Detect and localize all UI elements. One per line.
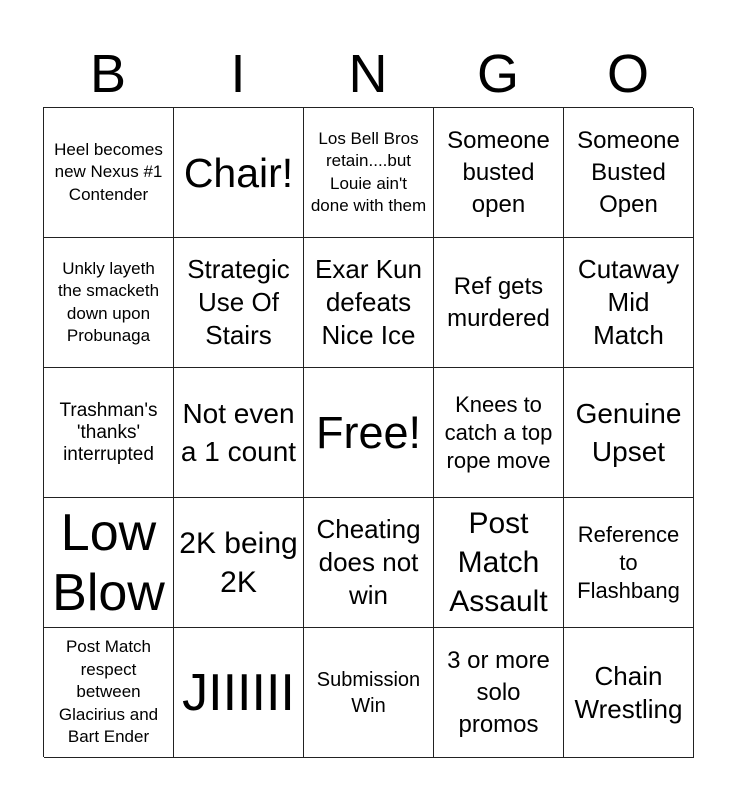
bingo-cell-b3[interactable] [44, 368, 174, 498]
bingo-cell-text: Trashman's 'thanks' interrupted [59, 399, 158, 465]
bingo-cell-text: Someone Busted Open [577, 126, 680, 218]
bingo-cell-o5[interactable] [564, 628, 694, 758]
bingo-cell-g1[interactable] [434, 108, 564, 238]
bingo-cell-text: Someone busted open [447, 126, 550, 218]
bingo-cell-b5[interactable] [44, 628, 174, 758]
bingo-cell-text: Cheating does not win [316, 514, 421, 610]
bingo-cell-b2[interactable] [44, 238, 174, 368]
bingo-cell-text: Exar Kun defeats Nice Ice [315, 254, 422, 350]
header-letter-o: O [606, 44, 649, 104]
bingo-cell-text: Strategic Use Of Stairs [187, 254, 290, 350]
bingo-cell-b4[interactable] [44, 498, 174, 628]
bingo-cell-i4[interactable] [174, 498, 304, 628]
bingo-cell-text: Chair! [183, 149, 294, 196]
bingo-cell-text: Low Blow [52, 503, 165, 622]
bingo-cell-o3[interactable] [564, 368, 694, 498]
bingo-cell-text: 2K being 2K [179, 526, 298, 599]
bingo-cell-text: Free! [315, 407, 422, 458]
bingo-cell-text: Post Match respect between Glacirius and Bart Ender [58, 637, 159, 747]
bingo-cell-text: Post Match Assault [449, 507, 548, 618]
bingo-cell-text: Reference to Flashbang [577, 521, 680, 603]
bingo-cell-o2[interactable] [564, 238, 694, 368]
bingo-cell-o4[interactable] [564, 498, 694, 628]
header-letter-g: G [476, 44, 519, 104]
bingo-cell-text: Not even a 1 count [180, 397, 297, 467]
bingo-cell-text: Unkly layeth the smacketh down upon Probunaga [57, 258, 160, 345]
bingo-cell-text: Heel becomes new Nexus #1 Contender [54, 139, 163, 204]
bingo-cell-n1[interactable] [304, 108, 434, 238]
bingo-cell-n4[interactable] [304, 498, 434, 628]
bingo-cell-g2[interactable] [434, 238, 564, 368]
bingo-board [43, 107, 693, 757]
header-letter-n: N [348, 44, 388, 104]
bingo-cell-g5[interactable] [434, 628, 564, 758]
bingo-cell-i5[interactable] [174, 628, 304, 758]
bingo-cell-text: 3 or more solo promos [447, 646, 550, 738]
bingo-cell-text: Genuine Upset [575, 397, 682, 467]
bingo-cell-text: Los Bell Bros retain....but Louie ain't done with them [310, 128, 427, 215]
header-letter-b: B [89, 44, 127, 104]
bingo-cell-i1[interactable] [174, 108, 304, 238]
header-letter-i: I [230, 44, 246, 104]
bingo-cell-n5[interactable] [304, 628, 434, 758]
bingo-cell-o1[interactable] [564, 108, 694, 238]
bingo-cell-g3[interactable] [434, 368, 564, 498]
bingo-cell-text: Ref gets murdered [447, 272, 550, 332]
bingo-cell-n2[interactable] [304, 238, 434, 368]
bingo-cell-text: Chain Wrestling [574, 660, 683, 724]
bingo-cell-i2[interactable] [174, 238, 304, 368]
bingo-cell-n3[interactable] [304, 368, 434, 498]
bingo-header [43, 42, 693, 106]
bingo-cell-text: Cutaway Mid Match [577, 254, 680, 350]
bingo-cell-g4[interactable] [434, 498, 564, 628]
bingo-cell-text: Knees to catch a top rope move [444, 391, 553, 473]
bingo-cell-text: Submission Win [316, 668, 421, 717]
bingo-cell-text: JIIIIII [182, 663, 295, 722]
bingo-cell-b1[interactable] [44, 108, 174, 238]
bingo-cell-i3[interactable] [174, 368, 304, 498]
